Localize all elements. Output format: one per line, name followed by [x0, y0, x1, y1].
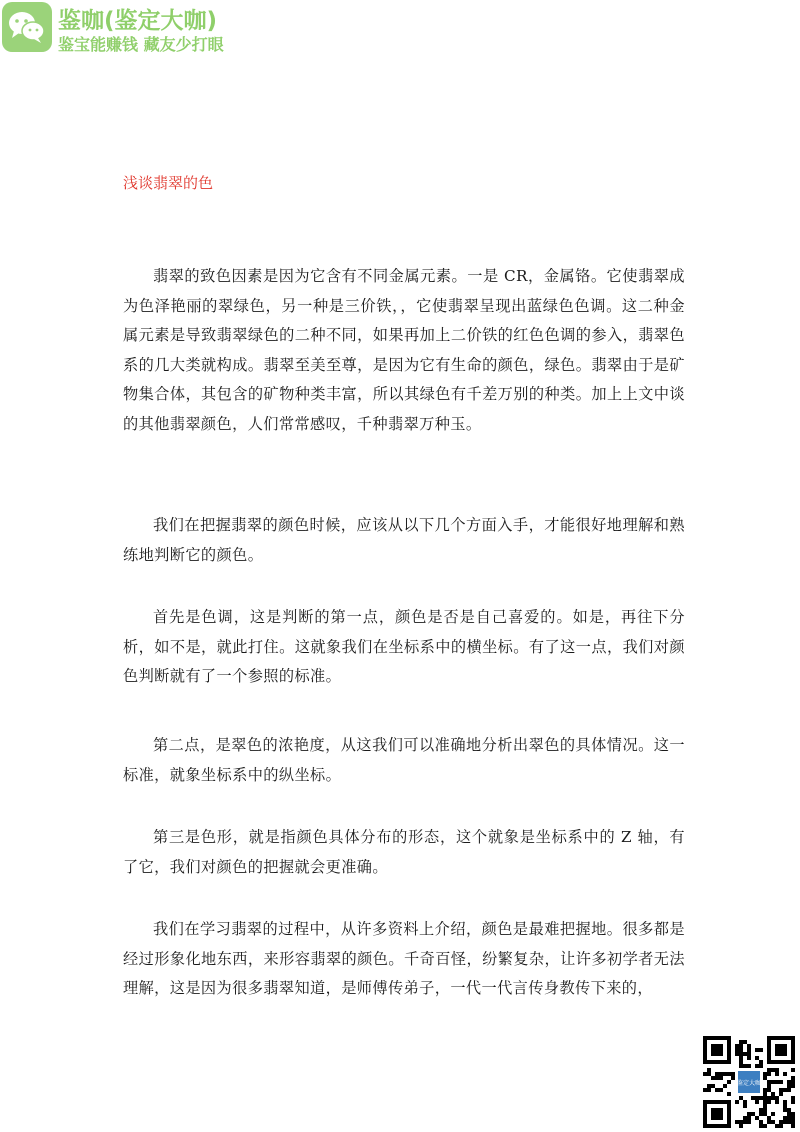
- qr-center-label: 鉴定大咖: [736, 1080, 762, 1087]
- watermark-brand: 鉴咖(鉴定大咖): [58, 8, 218, 34]
- watermark-slogan: 鉴宝能赚钱 藏友少打眼: [58, 35, 224, 54]
- watermark: [2, 2, 252, 56]
- qr-code-icon: [703, 1036, 795, 1128]
- paragraph: 翡翠的致色因素是因为它含有不同金属元素。一是 CR，金属铬。它使翡翠成为色泽艳丽的翠绿色，另一种是三价铁，，它使翡翠呈现出蓝绿色色调。这二种金属元素是导致翡翠绿色的二种不同，如果再加上二价铁的红色色调的参入，翡翠色系的几大类就构成。翡翠至美至尊，是因为它有生命的颜色，绿色。翡翠由于是矿物集合体，其包含的矿物种类丰富，所以其绿色有千差万别的种类。加上上文中谈的其他翡翠颜色，人们常常感叹，千种翡翠万种玉。: [123, 267, 685, 433]
- paragraph: 第三是色形，就是指颜色具体分布的形态，这个就象是坐标系中的 Z 轴，有了它，我们对颜色的把握就会更准确。: [123, 828, 685, 876]
- paragraph: 第二点，是翠色的浓艳度，从这我们可以准确地分析出翠色的具体情况。这一标准，就象坐标系中的纵坐标。: [123, 736, 685, 784]
- wechat-icon: [2, 2, 52, 52]
- paragraph: 我们在把握翡翠的颜色时候，应该从以下几个方面入手，才能很好地理解和熟练地判断它的颜色。: [123, 516, 685, 564]
- paragraph: 我们在学习翡翠的过程中，从许多资料上介绍，颜色是最难把握地。很多都是经过形象化地东西，来形容翡翠的颜色。千奇百怪，纷繁复杂，让许多初学者无法理解，这是因为很多翡翠知道，是师傅传弟子，一代一代言传身教传下来的，: [123, 920, 685, 997]
- paragraph: 首先是色调，这是判断的第一点，颜色是否是自己喜爱的。如是，再往下分析，如不是，就此打住。这就象我们在坐标系中的横坐标。有了这一点，我们对颜色判断就有了一个参照的标准。: [123, 608, 685, 685]
- document-title: 浅谈翡翠的色: [123, 174, 214, 192]
